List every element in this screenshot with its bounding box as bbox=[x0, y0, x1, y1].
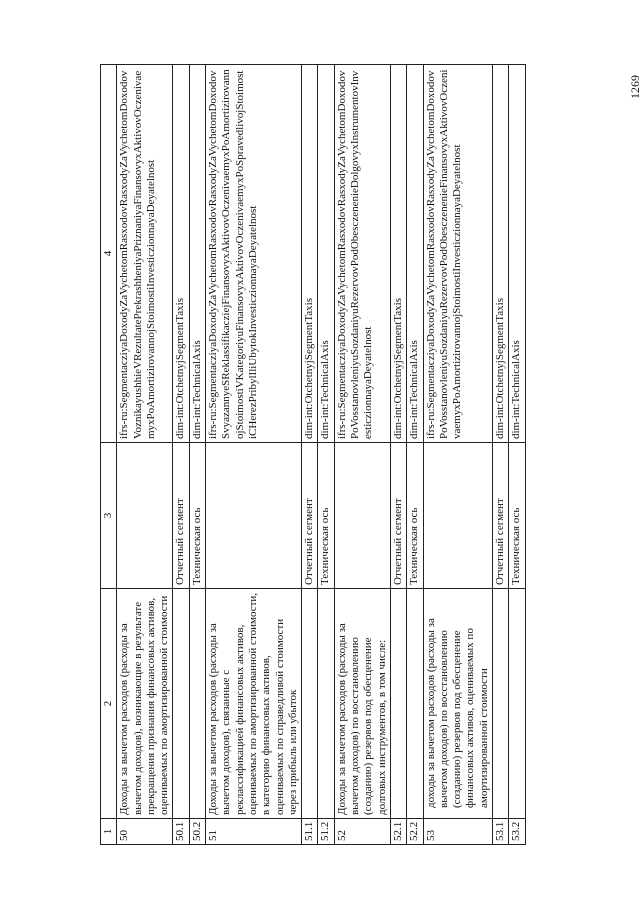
row-taxonomy-code: ifrs-ru:SegmentacziyaDoxodyZaVychetomRasxodovRasxodyZaVychetomDoxodovSvyazannyeSReklassifikacziejFinansovyxAktivovOczenivaemyxPoAmortizirovannojStoimostiVKategoriyuFinansovyxAktivovOczenivaemyxPoSpravedlivojStoimostiCHerezPribylIliUbytokInvesticzionnayaDeyatelnost bbox=[206, 65, 302, 443]
row-dimension-member: Техническая ось bbox=[318, 443, 334, 589]
header-col-2: 2 bbox=[101, 589, 117, 819]
row-number: 52.2 bbox=[407, 819, 423, 845]
row-taxonomy-code: ifrs-ru:SegmentacziyaDoxodyZaVychetomRasxodovRasxodyZaVychetomDoxodovPoVosstanovleniyuSozdaniyuRezervovPodObesczenenieDolgovyxInstrumentovInvesticzionnayaDeyatelnost bbox=[334, 65, 390, 443]
row-taxonomy-code: dim-int:OtchetnyjSegmentTaxis bbox=[302, 65, 318, 443]
row-number: 51.1 bbox=[302, 819, 318, 845]
table-row bbox=[509, 65, 525, 845]
row-taxonomy-code: dim-int:OtchetnyjSegmentTaxis bbox=[390, 65, 406, 443]
row-number: 53.1 bbox=[493, 819, 509, 845]
header-col-3: 3 bbox=[101, 443, 117, 589]
row-indicator-name: Доходы за вычетом расходов (расходы за вычетом доходов), связанные с реклассификацией финансовых активов, оцениваемых по амортизированной стоимости, в категорию финансовых активов, оцениваемых по справедливой стоимости через прибыль или убыток bbox=[206, 589, 302, 819]
row-number: 53 bbox=[423, 819, 492, 845]
row-dimension-member: Отчетный сегмент bbox=[173, 443, 189, 589]
row-dimension-member bbox=[117, 443, 173, 589]
row-indicator-name bbox=[318, 589, 334, 819]
row-dimension-member bbox=[334, 443, 390, 589]
row-number: 52.1 bbox=[390, 819, 406, 845]
row-indicator-name bbox=[390, 589, 406, 819]
row-number: 53.2 bbox=[509, 819, 525, 845]
row-dimension-member: Техническая ось bbox=[407, 443, 423, 589]
row-indicator-name bbox=[407, 589, 423, 819]
row-taxonomy-code: dim-int:TechnicalAxis bbox=[407, 65, 423, 443]
table-row bbox=[493, 65, 509, 845]
row-indicator-name bbox=[189, 589, 205, 819]
row-indicator-name: Доходы за вычетом расходов (расходы за вычетом доходов), возникающие в результате прекращения признания финансовых активов, оцениваемых по амортизированной стоимости bbox=[117, 589, 173, 819]
row-dimension-member: Отчетный сегмент bbox=[390, 443, 406, 589]
row-dimension-member: Отчетный сегмент bbox=[493, 443, 509, 589]
table-row bbox=[334, 65, 390, 845]
table-body bbox=[117, 65, 525, 845]
row-indicator-name bbox=[509, 589, 525, 819]
row-dimension-member bbox=[423, 443, 492, 589]
table-row bbox=[189, 65, 205, 845]
table-row bbox=[173, 65, 189, 845]
row-dimension-member bbox=[206, 443, 302, 589]
row-number: 51 bbox=[206, 819, 302, 845]
header-row bbox=[101, 65, 117, 845]
rotated-table-container bbox=[100, 65, 560, 845]
row-taxonomy-code: ifrs-ru:SegmentacziyaDoxodyZaVychetomRasxodovRasxodyZaVychetomDoxodovPoVosstanovleniyuSozdaniyuRezervovPodObesczenenieFinansovyxAktivovOczenivaemyxPoAmortizirovannojStoimostiInvesticzionnayaDeyatelnost bbox=[423, 65, 492, 443]
row-dimension-member: Техническая ось bbox=[189, 443, 205, 589]
table-row bbox=[302, 65, 318, 845]
row-indicator-name bbox=[173, 589, 189, 819]
row-indicator-name bbox=[302, 589, 318, 819]
row-number: 50 bbox=[117, 819, 173, 845]
table-row bbox=[318, 65, 334, 845]
row-number: 50.1 bbox=[173, 819, 189, 845]
row-number: 52 bbox=[334, 819, 390, 845]
table-row bbox=[423, 65, 492, 845]
row-indicator-name bbox=[493, 589, 509, 819]
row-taxonomy-code: ifrs-ru:SegmentacziyaDoxodyZaVychetomRasxodovRasxodyZaVychetomDoxodovVoznikayushhieVRezultatePrekrashheniyaPriznaniyaFinansovyxAktivovOczenivaemyxPoAmortizirovannojStoimostiInvesticzionnayaDeyatelnost bbox=[117, 65, 173, 443]
row-indicator-name: доходы за вычетом расходов (расходы за вычетом доходов) по восстановлению (созданию) резервов под обесценение финансовых активов, оцениваемых по амортизированной стоимости bbox=[423, 589, 492, 819]
table-row bbox=[407, 65, 423, 845]
row-taxonomy-code: dim-int:TechnicalAxis bbox=[509, 65, 525, 443]
row-taxonomy-code: dim-int:OtchetnyjSegmentTaxis bbox=[173, 65, 189, 443]
table-row bbox=[206, 65, 302, 845]
row-dimension-member: Техническая ось bbox=[509, 443, 525, 589]
taxonomy-table bbox=[100, 64, 526, 845]
header-col-1: 1 bbox=[101, 819, 117, 845]
row-indicator-name: Доходы за вычетом расходов (расходы за вычетом доходов) по восстановлению (созданию) резервов под обесценение долговых инструментов, в том числе: bbox=[334, 589, 390, 819]
table-row bbox=[390, 65, 406, 845]
row-dimension-member: Отчетный сегмент bbox=[302, 443, 318, 589]
row-taxonomy-code: dim-int:TechnicalAxis bbox=[318, 65, 334, 443]
row-number: 51.2 bbox=[318, 819, 334, 845]
row-taxonomy-code: dim-int:OtchetnyjSegmentTaxis bbox=[493, 65, 509, 443]
table-row bbox=[117, 65, 173, 845]
row-number: 50.2 bbox=[189, 819, 205, 845]
page-number: 1269 bbox=[628, 75, 642, 99]
row-taxonomy-code: dim-int:TechnicalAxis bbox=[189, 65, 205, 443]
header-col-4: 4 bbox=[101, 65, 117, 443]
